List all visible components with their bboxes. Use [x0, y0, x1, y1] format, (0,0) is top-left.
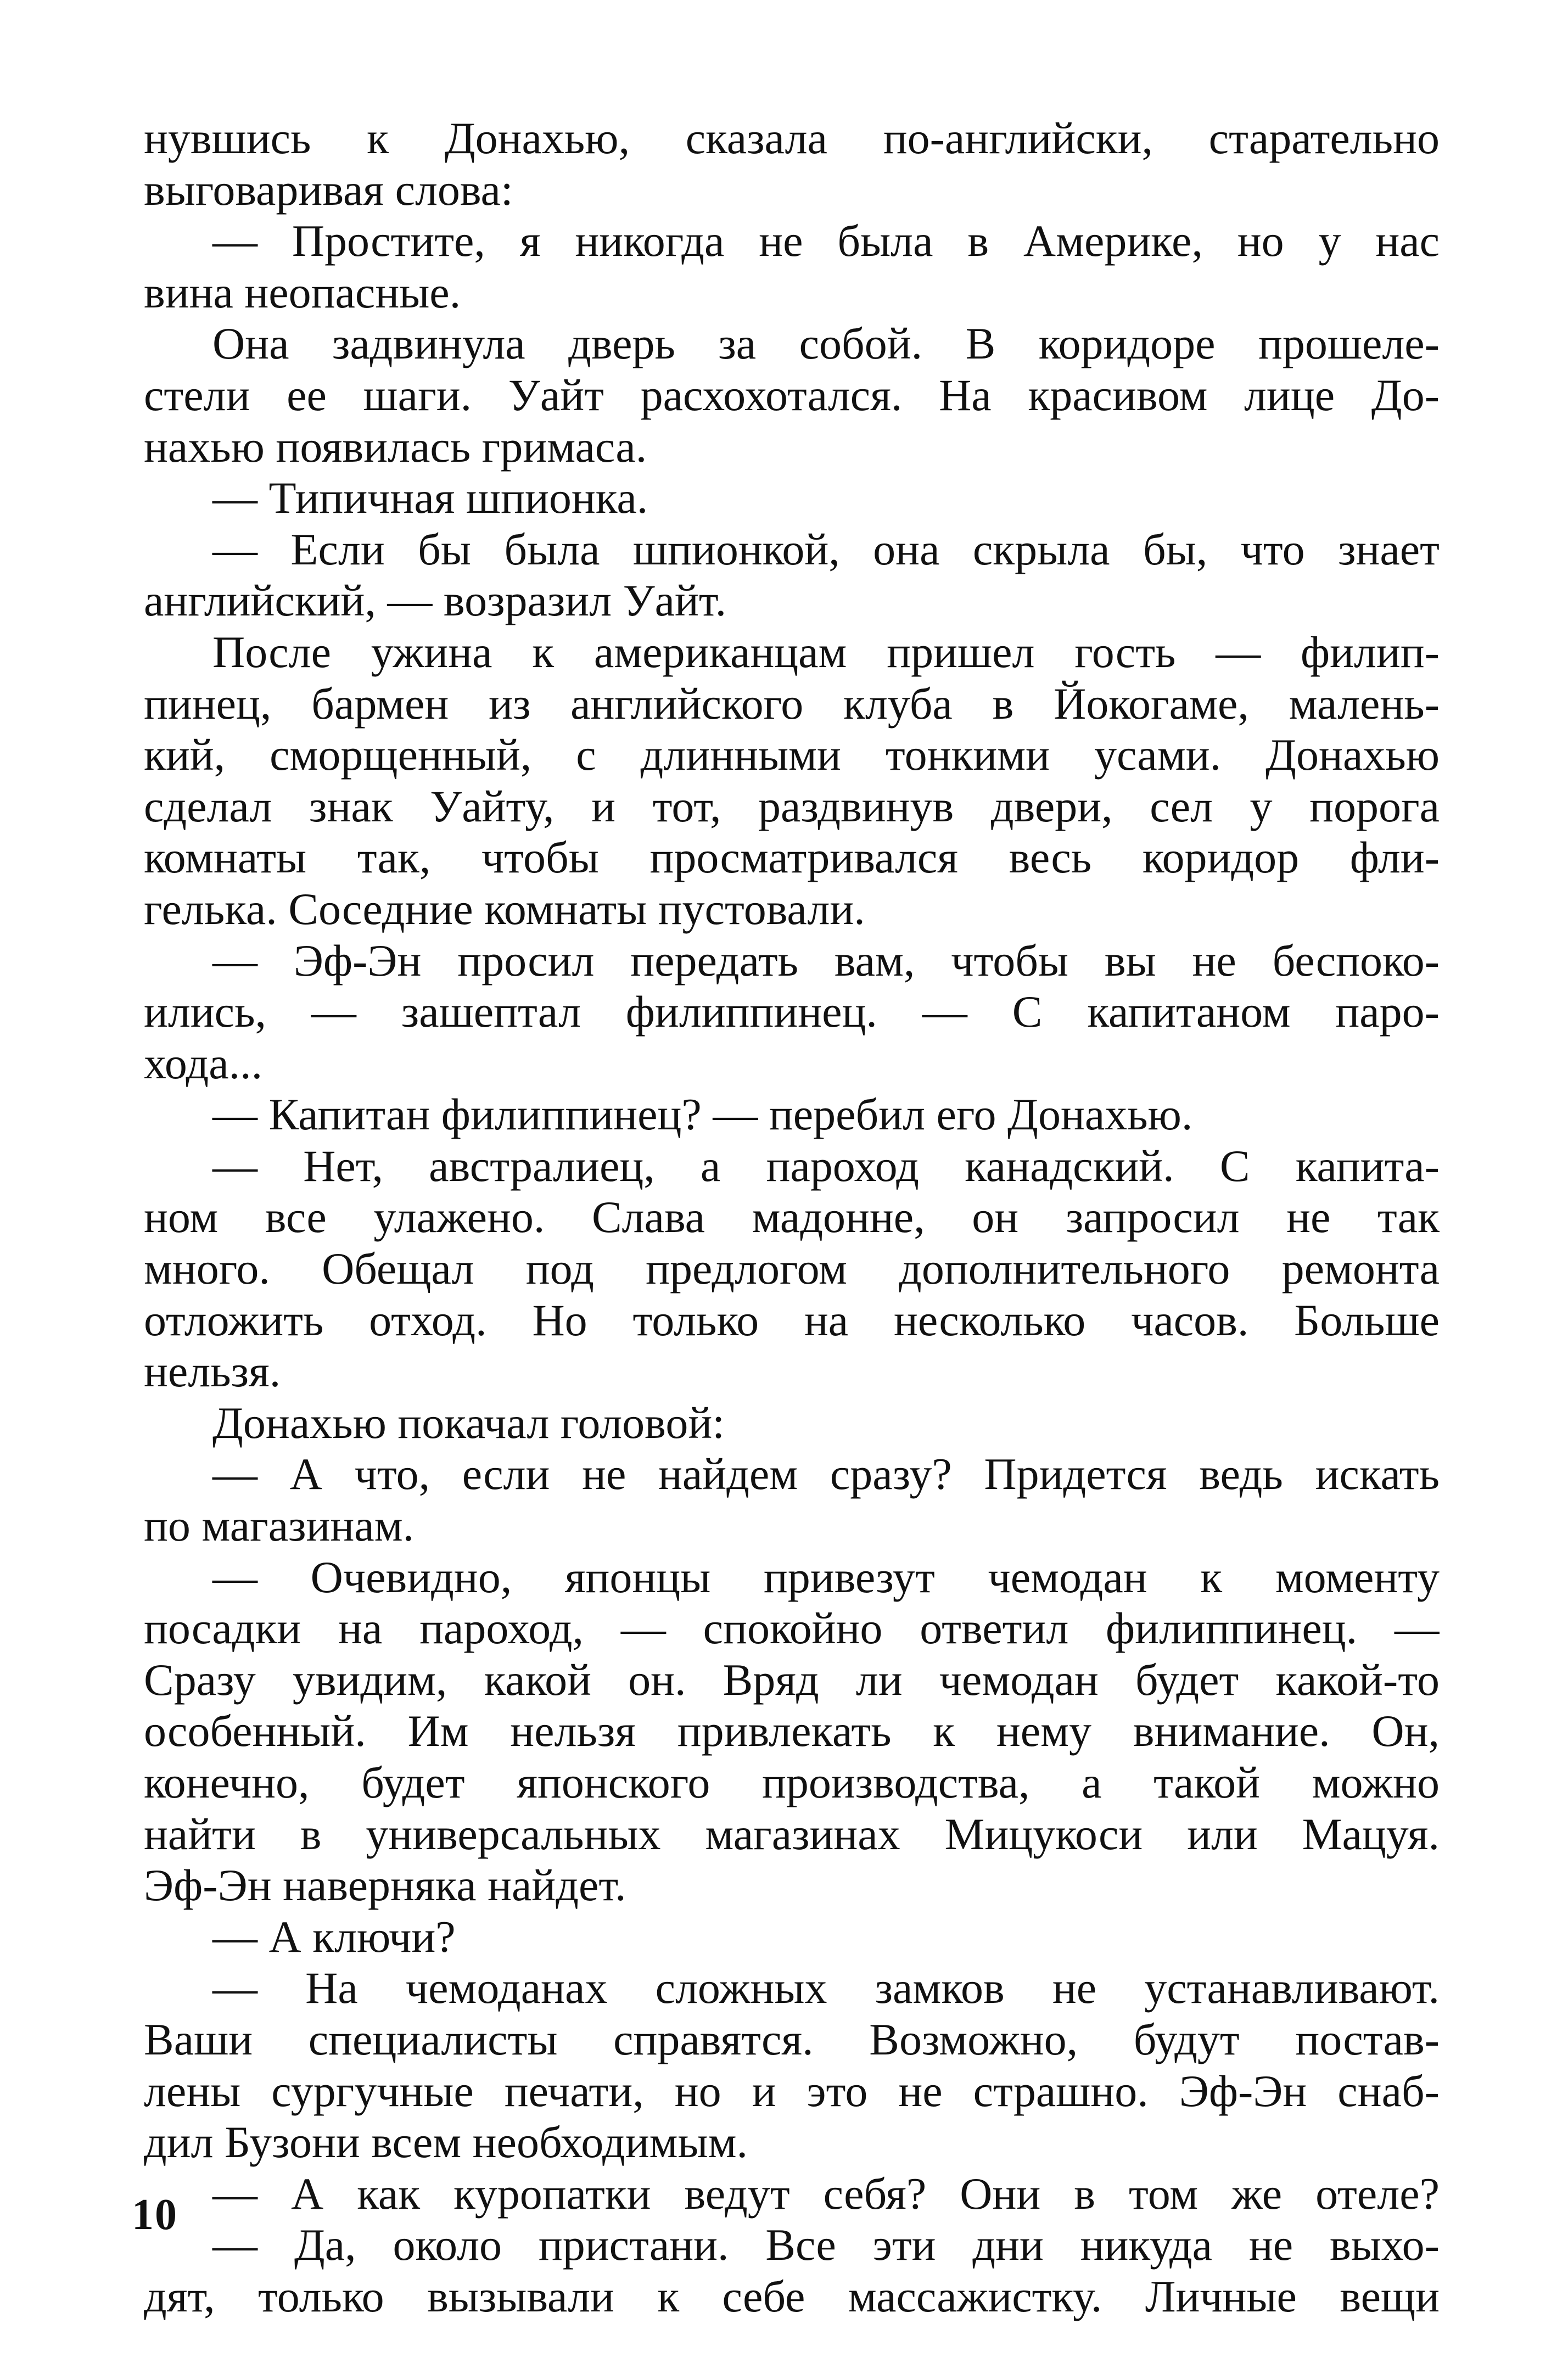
- text-line: Донахью покачал головой:: [212, 1397, 725, 1448]
- text-line: конечно, будет японского производства, а такой можно: [144, 1757, 1440, 1807]
- text-line: посадки на пароход, — спокойно ответил филиппинец. —: [144, 1603, 1440, 1654]
- text-line: Сразу увидим, какой он. Вряд ли чемодан будет какой-то: [144, 1654, 1440, 1705]
- text-line: После ужина к американцам пришел гость — филип-: [212, 626, 1440, 677]
- text-line: — Капитан филиппинец? — перебил его Донахью.: [212, 1089, 1193, 1140]
- text-line: особенный. Им нельзя привлекать к нему внимание. Он,: [144, 1706, 1440, 1756]
- text-line: Эф-Эн наверняка найдет.: [144, 1860, 626, 1911]
- text-line: гелька. Соседние комнаты пустовали.: [144, 883, 865, 934]
- body-text: [144, 113, 1440, 2322]
- text-line: — А как куропатки ведут себя? Они в том же отеле?: [212, 2168, 1440, 2219]
- text-line: — На чемоданах сложных замков не устанавливают.: [212, 1963, 1440, 2013]
- text-line: сделал знак Уайту, и тот, раздвинув двери, сел у порога: [144, 781, 1440, 831]
- text-line: — А ключи?: [212, 1911, 456, 1962]
- text-line: — Да, около пристани. Все эти дни никуда не выхо-: [212, 2220, 1440, 2270]
- text-line: вина неопасные.: [144, 267, 461, 317]
- text-line: стели ее шаги. Уайт расхохотался. На красивом лице До-: [144, 369, 1440, 420]
- text-line: ном все улажено. Слава мадонне, он запросил не так: [144, 1192, 1440, 1242]
- text-line: кий, сморщенный, с длинными тонкими усами. Донахью: [144, 730, 1440, 780]
- text-line: нельзя.: [144, 1346, 281, 1397]
- text-line: английский, — возразил Уайт.: [144, 575, 727, 626]
- text-line: Она задвинула дверь за собой. В коридоре прошеле-: [212, 318, 1440, 369]
- text-line: дят, только вызывали к себе массажистку. Личные вещи: [144, 2271, 1440, 2321]
- text-line: нувшись к Донахью, сказала по-английски, старательно: [144, 113, 1440, 163]
- text-line: нахью появилась гримаса.: [144, 421, 647, 472]
- text-line: — Если бы была шпионкой, она скрыла бы, что знает: [212, 524, 1440, 574]
- text-line: комнаты так, чтобы просматривался весь коридор фли-: [144, 832, 1440, 883]
- text-line: выговаривая слова:: [144, 164, 513, 215]
- text-line: хода...: [144, 1038, 263, 1088]
- text-line: много. Обещал под предлогом дополнительного ремонта: [144, 1244, 1440, 1294]
- text-line: — Нет, австралиец, а пароход канадский. С капита-: [212, 1140, 1440, 1191]
- text-line: — Типичная шпионка.: [212, 473, 648, 523]
- page-number: 10: [132, 2191, 178, 2239]
- text-line: лены сургучные печати, но и это не страшно. Эф-Эн снаб-: [144, 2065, 1440, 2116]
- text-line: пинец, бармен из английского клуба в Йокогаме, малень-: [144, 678, 1440, 729]
- text-line: найти в универсальных магазинах Мицукоси или Мацуя.: [144, 1809, 1440, 1859]
- text-line: ились, — зашептал филиппинец. — С капитаном паро-: [144, 987, 1440, 1037]
- text-line: по магазинам.: [144, 1500, 415, 1551]
- text-line: отложить отход. Но только на несколько часов. Больше: [144, 1295, 1440, 1345]
- text-line: — А что, если не найдем сразу? Придется ведь искать: [212, 1449, 1440, 1499]
- text-line: — Простите, я никогда не была в Америке, но у нас: [212, 216, 1440, 266]
- text-line: дил Бузони всем необходимым.: [144, 2117, 748, 2168]
- text-line: — Очевидно, японцы привезут чемодан к моменту: [212, 1552, 1440, 1602]
- text-line: — Эф-Эн просил передать вам, чтобы вы не беспоко-: [212, 935, 1440, 986]
- text-line: Ваши специалисты справятся. Возможно, будут постав-: [144, 2014, 1440, 2064]
